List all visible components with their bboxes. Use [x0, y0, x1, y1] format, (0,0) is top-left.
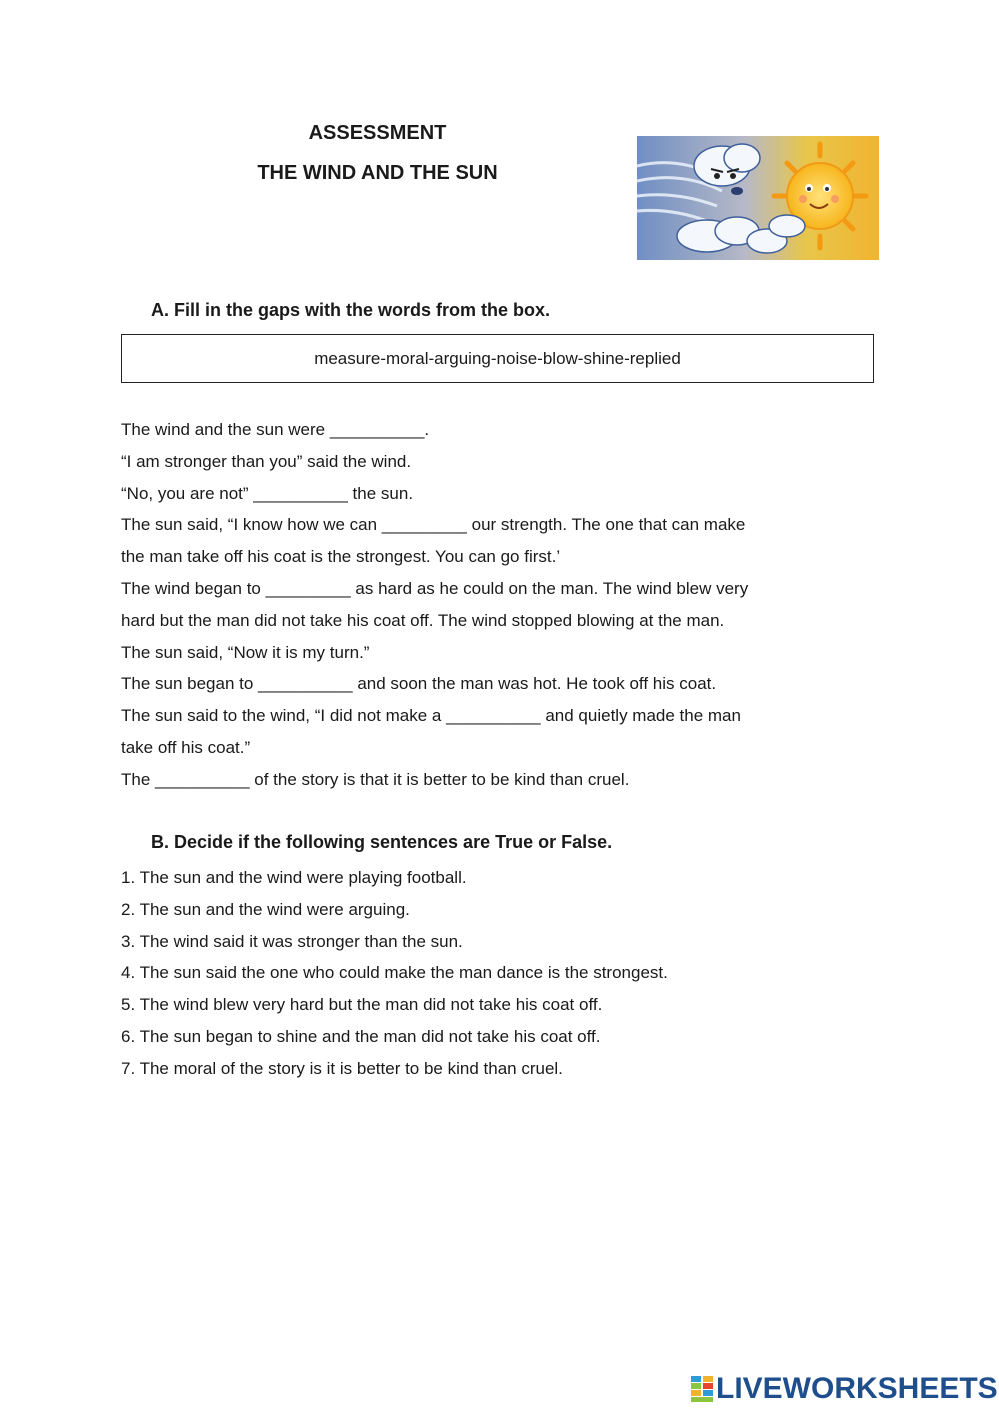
word-box-text: measure-moral-arguing-noise-blow-shine-replied	[314, 348, 681, 368]
true-false-item: 7. The moral of the story is it is better to be kind than cruel.	[121, 1058, 563, 1078]
true-false-item: 2. The sun and the wind were arguing.	[121, 899, 410, 919]
passage-line: hard but the man did not take his coat off. The wind stopped blowing at the man.	[121, 610, 725, 630]
passage-line: “I am stronger than you” said the wind.	[121, 451, 412, 471]
page-title: ASSESSMENT	[308, 122, 447, 144]
true-false-item: 6. The sun began to shine and the man did not take his coat off.	[121, 1026, 601, 1046]
passage-line: take off his coat.”	[121, 737, 251, 757]
story-title: THE WIND AND THE SUN	[257, 162, 498, 184]
section-a-heading: A. Fill in the gaps with the words from the box.	[151, 300, 551, 320]
liveworksheets-brand	[691, 1371, 998, 1407]
liveworksheets-logo-icon	[691, 1376, 713, 1402]
passage-line: The sun said, “I know how we can _________ our strength. The one that can make	[121, 515, 746, 535]
wind-sun-illustration	[637, 136, 879, 260]
true-false-item: 3. The wind said it was stronger than the sun.	[121, 931, 463, 951]
passage-line: “No, you are not” __________ the sun.	[121, 483, 414, 503]
passage-line: The sun said to the wind, “I did not make a __________ and quietly made the man	[121, 706, 741, 726]
true-false-item: 5. The wind blew very hard but the man did not take his coat off.	[121, 995, 603, 1015]
section-b-heading: B. Decide if the following sentences are True or False.	[151, 832, 613, 852]
passage-line: The sun began to __________ and soon the man was hot. He took off his coat.	[121, 674, 717, 694]
passage-line: The __________ of the story is that it is better to be kind than cruel.	[121, 769, 630, 789]
passage-line: The wind began to _________ as hard as he could on the man. The wind blew very	[121, 578, 749, 598]
true-false-item: 4. The sun said the one who could make the man dance is the strongest.	[121, 963, 668, 983]
fill-in-gaps-passage	[121, 414, 821, 796]
brand-name: LIVEWORKSHEETS	[716, 1372, 998, 1405]
true-false-item: 1. The sun and the wind were playing football.	[121, 868, 467, 887]
passage-line: the man take off his coat is the strongest. You can go first.’	[121, 547, 561, 567]
passage-line: The wind and the sun were __________.	[121, 420, 430, 439]
passage-line: The sun said, “Now it is my turn.”	[121, 642, 370, 662]
true-false-list	[121, 862, 841, 1085]
wind-cloud-and-sun-illustration-icon	[637, 136, 879, 260]
word-box	[121, 334, 874, 383]
